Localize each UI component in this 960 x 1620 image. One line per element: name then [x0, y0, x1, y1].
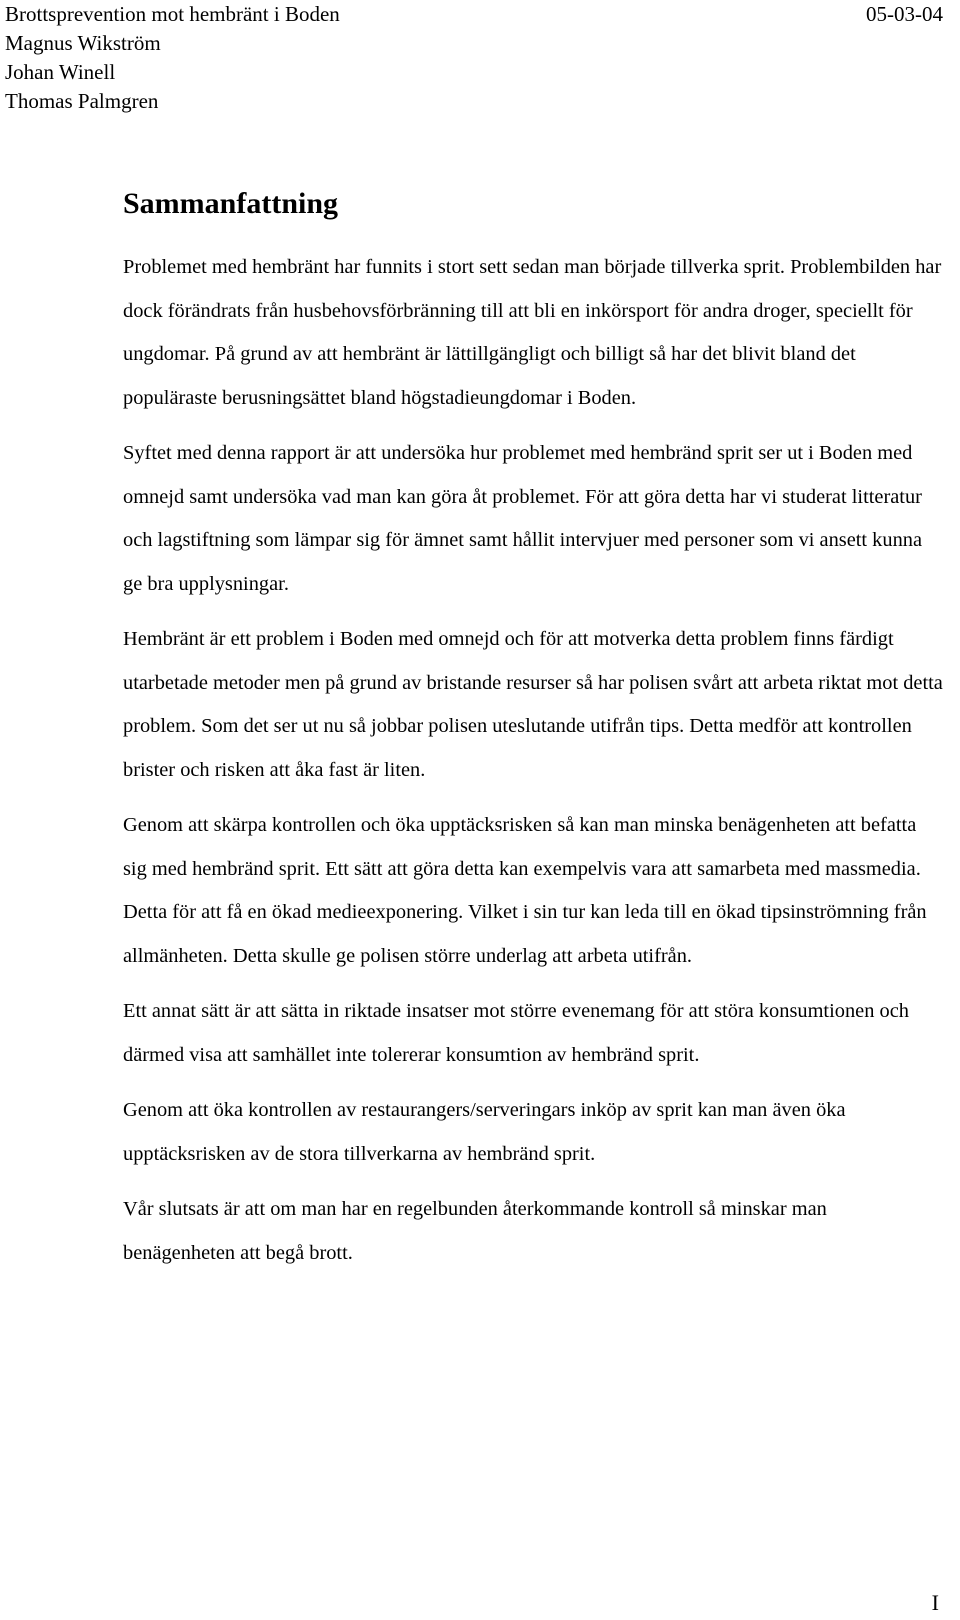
paragraph-5: Ett annat sätt är att sätta in riktade insatser mot större evenemang för att störa konsumtionen och därmed visa att samhället inte tolererar konsumtion av hembränd sprit. [123, 1000, 909, 1066]
author-3: Thomas Palmgren [5, 89, 159, 113]
page-number: I [931, 1590, 939, 1615]
document-header [5, 0, 340, 116]
section-heading: Sammanfattning [123, 187, 339, 220]
document-date: 05-03-04 [866, 2, 943, 26]
summary-section [123, 184, 943, 1287]
paragraph-4: Genom att skärpa kontrollen och öka upptäcksrisken så kan man minska benägenheten att befatta sig med hembränd sprit. Ett sätt att göra detta kan exempelvis vara att samarbeta med massmedia. Detta för att få en ökad medieexponering. Vilket i sin tur kan leda till en ökad tipsinströmning från allmänheten. Detta skulle ge polisen större underlag att arbeta utifrån. [123, 814, 927, 967]
document-title: Brottsprevention mot hembränt i Boden [5, 2, 340, 26]
paragraph-2: Syftet med denna rapport är att undersöka hur problemet med hembränd sprit ser ut i Boden med omnejd samt undersöka vad man kan göra åt problemet. För att göra detta har vi studerat litteratur och lagstiftning som lämpar sig för ämnet samt hållit intervjuer med personer som vi ansett kunna ge bra upplysningar. [123, 442, 923, 595]
author-1: Magnus Wikström [5, 31, 161, 55]
paragraph-1: Problemet med hembränt har funnits i stort sett sedan man började tillverka sprit. Problembilden har dock förändrats från husbehovsförbränning till att bli en inkörsport för andra droger, speciellt för ungdomar. På grund av att hembränt är lättillgängligt och billigt så har det blivit bland det populäraste berusningsättet bland högstadieungdomar i Boden. [123, 256, 942, 409]
author-2: Johan Winell [5, 60, 116, 84]
paragraph-3: Hembränt är ett problem i Boden med omnejd och för att motverka detta problem finns färdigt utarbetade metoder men på grund av bristande resurser så har polisen svårt att arbeta riktat mot detta problem. Som det ser ut nu så jobbar polisen uteslutande utifrån tips. Detta medför att kontrollen brister och risken att åka fast är liten. [123, 628, 943, 781]
paragraph-7: Vår slutsats är att om man har en regelbunden återkommande kontroll så minskar man benägenheten att begå brott. [123, 1198, 827, 1264]
paragraph-6: Genom att öka kontrollen av restaurangers/serveringars inköp av sprit kan man även öka upptäcksrisken av de stora tillverkarna av hembränd sprit. [123, 1099, 846, 1165]
